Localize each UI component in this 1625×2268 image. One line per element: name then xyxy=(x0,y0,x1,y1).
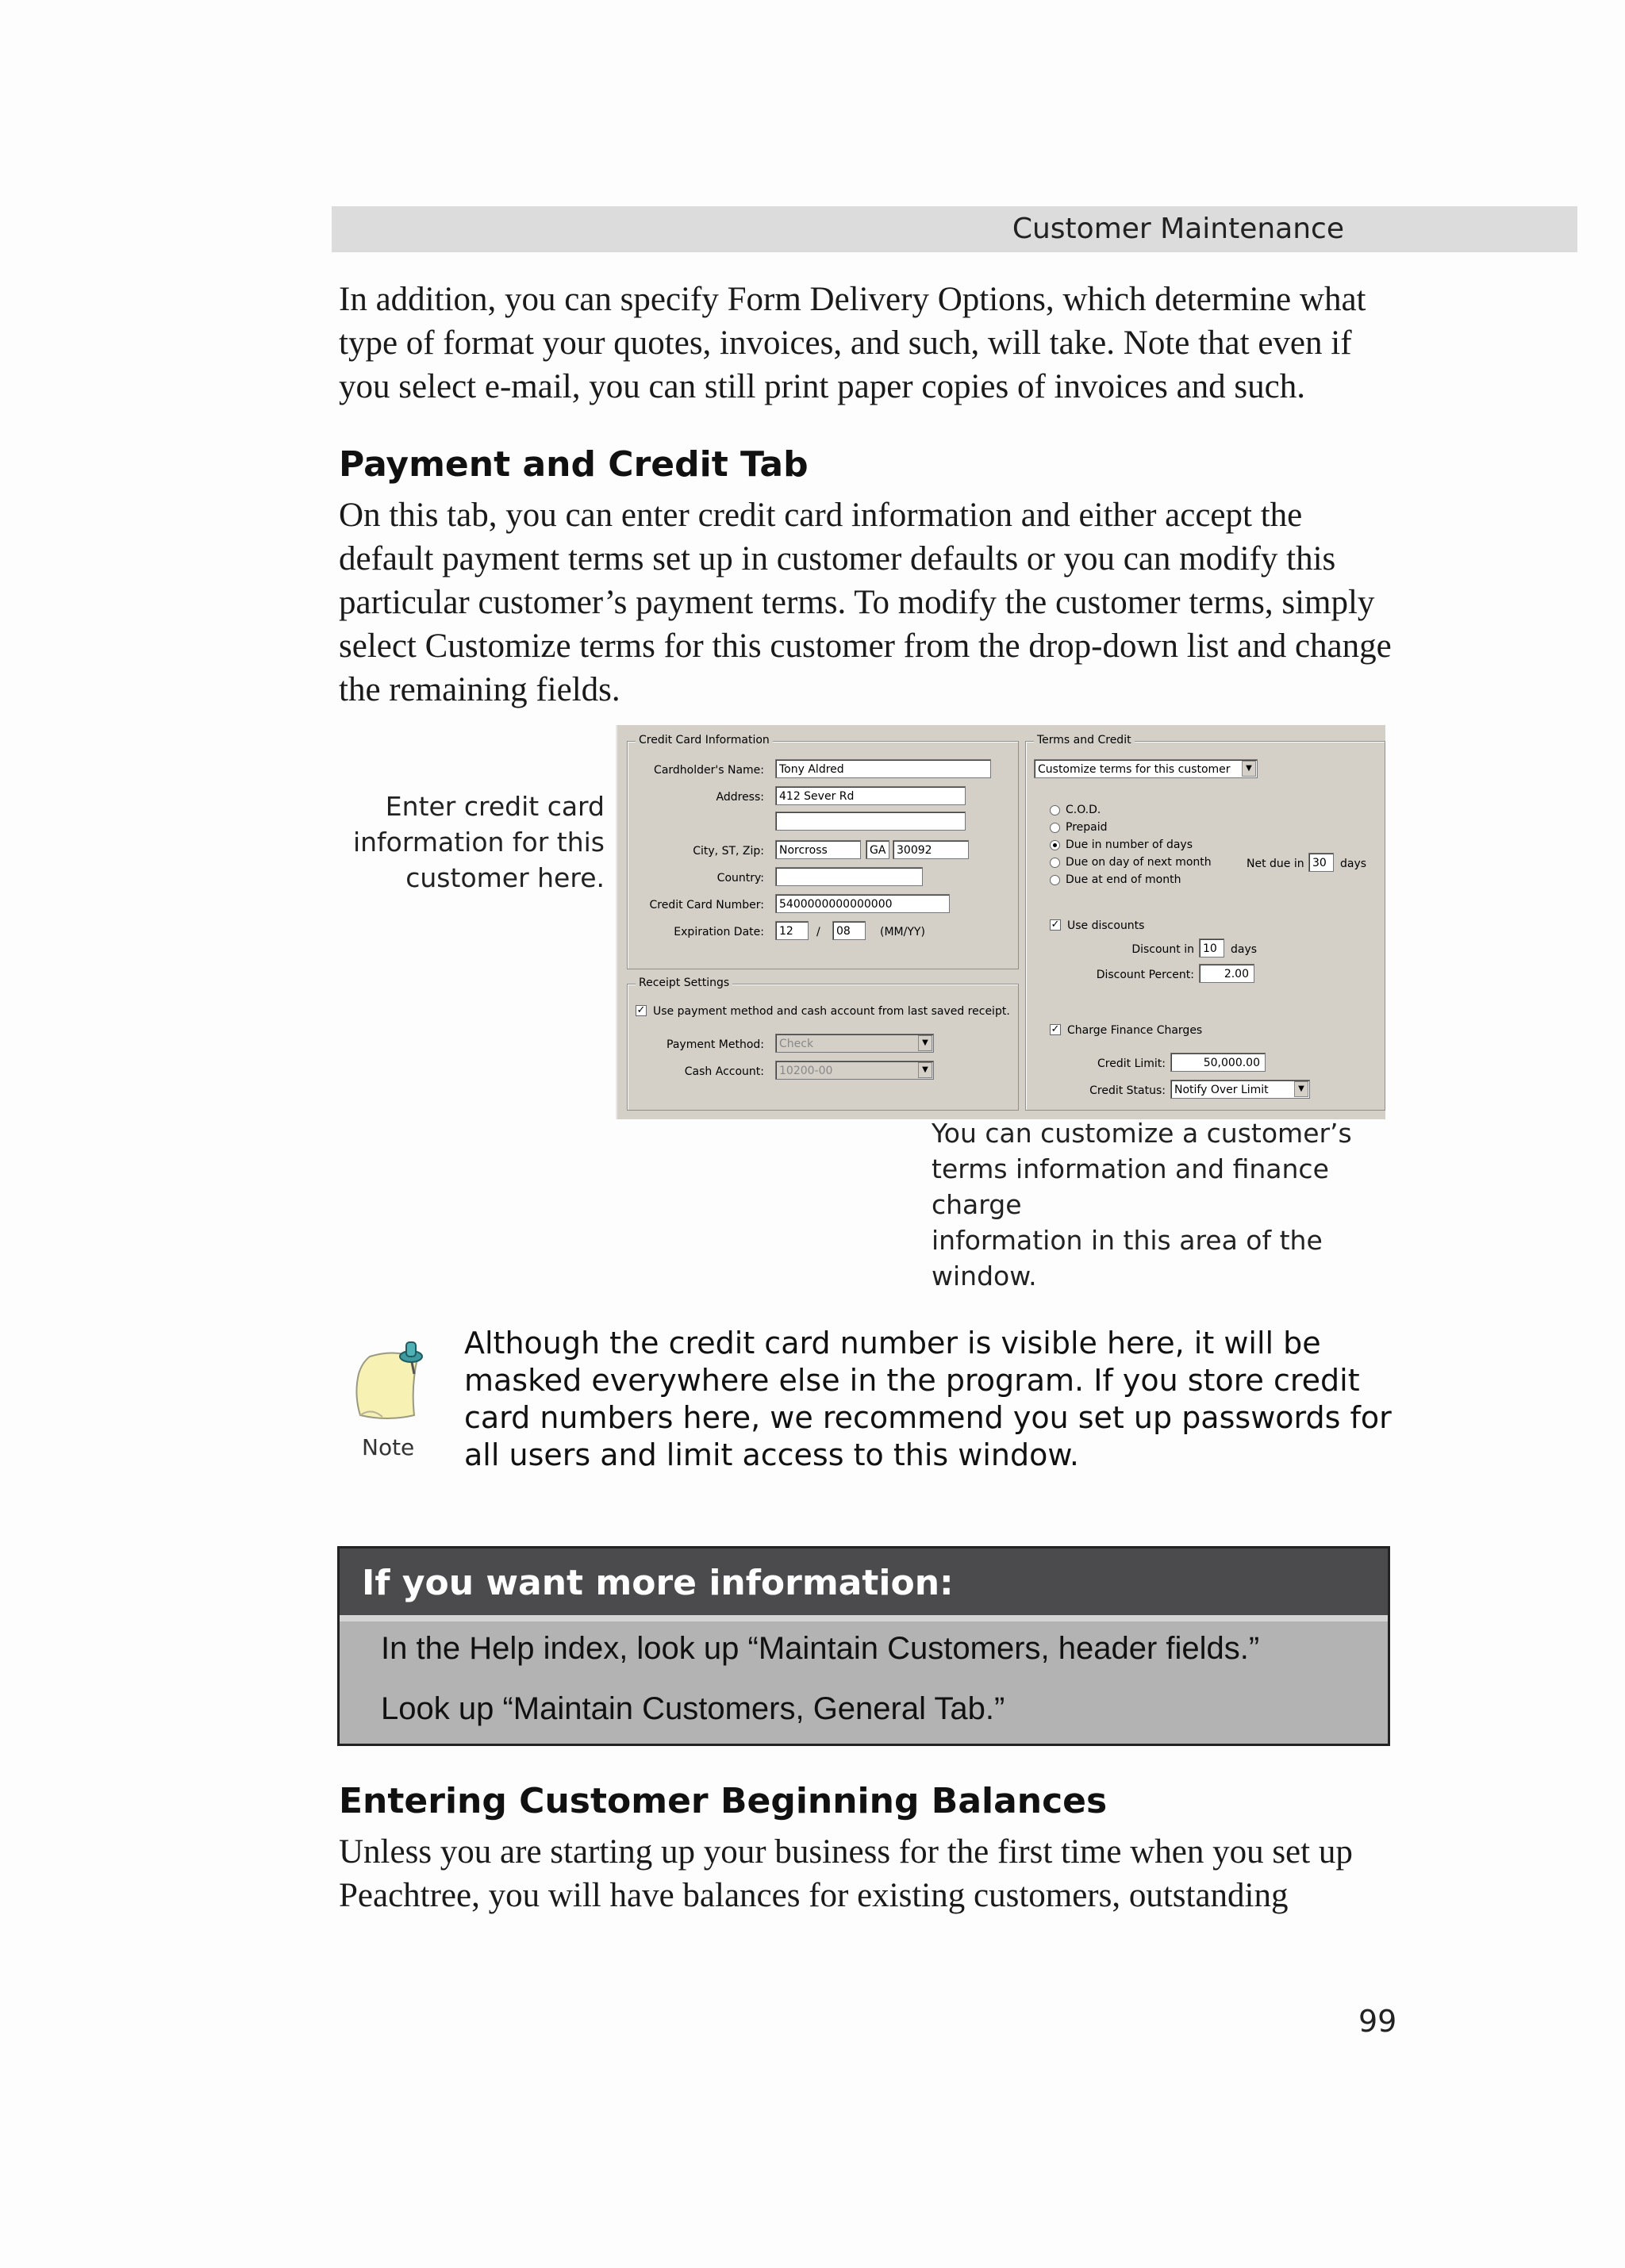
credit-status-label: Credit Status: xyxy=(1089,1084,1166,1097)
credit-card-group-title: Credit Card Information xyxy=(636,734,773,746)
chevron-down-icon: ▼ xyxy=(918,1062,932,1078)
net-due-label: Net due in xyxy=(1247,858,1304,870)
intro-paragraph: In addition, you can specify Form Delivery Options, which determine what type of format your quotes, invoices, and such, will take. Note that even if you select e-mail, you can still print paper copies of invoices and such. xyxy=(339,281,1366,405)
caption-line: information in this area of the xyxy=(932,1225,1323,1256)
credit-status-value: Notify Over Limit xyxy=(1174,1084,1269,1096)
chevron-down-icon: ▼ xyxy=(1242,761,1256,777)
section-body-payment-credit: On this tab, you can enter credit card information and either accept the default payment terms set up in customer defaults or you can modify this particular customer’s payment terms. To modify the customer terms, simply select Customize terms for this customer from the drop-down list and change the remaining fields. xyxy=(339,497,1392,708)
note-text: Although the credit card number is visible here, it will be masked everywhere else in the program. If you store credit card numbers here, we recommend you set up passwords for all users and limit access to this window. xyxy=(464,1326,1392,1472)
terms-select[interactable] xyxy=(1034,759,1258,778)
radio-due-days-label: Due in number of days xyxy=(1066,839,1193,851)
credit-limit-label: Credit Limit: xyxy=(1097,1057,1166,1070)
exp-year-field[interactable]: 08 xyxy=(832,921,866,940)
note-pushpin-icon xyxy=(348,1339,427,1426)
use-last-receipt-label: Use payment method and cash account from last saved receipt. xyxy=(653,1005,1010,1018)
expiration-label: Expiration Date: xyxy=(674,926,764,938)
address-label: Address: xyxy=(716,791,764,804)
city-state-zip-label: City, ST, Zip: xyxy=(693,845,764,858)
address-line1-field[interactable]: 412 Sever Rd xyxy=(775,786,966,805)
section-heading-beginning-balances: Entering Customer Beginning Balances xyxy=(339,1781,1108,1821)
radio-cod-label: C.O.D. xyxy=(1066,804,1101,816)
radio-due-next-month-label: Due on day of next month xyxy=(1066,856,1212,869)
radio-end-month[interactable] xyxy=(1050,875,1060,885)
country-label: Country: xyxy=(716,872,764,885)
exp-format-hint: (MM/YY) xyxy=(880,926,925,938)
terms-credit-group xyxy=(1025,734,1385,1111)
credit-limit-field[interactable]: 50,000.00 xyxy=(1170,1053,1266,1072)
net-due-days-label: days xyxy=(1340,858,1367,870)
payment-method-label: Payment Method: xyxy=(667,1038,764,1051)
chevron-down-icon: ▼ xyxy=(918,1035,932,1051)
section-heading-payment-credit: Payment and Credit Tab xyxy=(339,444,809,485)
discount-in-field[interactable]: 10 xyxy=(1199,938,1224,957)
caption-line: information for this xyxy=(352,827,605,858)
country-field[interactable] xyxy=(775,867,923,886)
use-last-receipt-checkbox[interactable]: ✓ xyxy=(636,1004,646,1016)
caption-line: You can customize a customer’s xyxy=(932,1118,1352,1149)
discount-days-label: days xyxy=(1231,943,1258,956)
use-discounts-checkbox[interactable]: ✓ xyxy=(1051,919,1060,931)
net-due-field[interactable]: 30 xyxy=(1308,853,1334,872)
caption-line: customer here. xyxy=(405,862,605,893)
radio-prepaid[interactable] xyxy=(1050,823,1060,833)
exp-separator: / xyxy=(816,926,820,938)
zip-field[interactable]: 30092 xyxy=(893,840,969,859)
city-field[interactable]: Norcross xyxy=(775,840,861,859)
caption-line: Enter credit card xyxy=(385,791,605,822)
payment-method-value: Check xyxy=(779,1038,814,1050)
radio-prepaid-label: Prepaid xyxy=(1066,821,1108,834)
radio-due-next-month[interactable] xyxy=(1050,858,1060,868)
credit-card-group xyxy=(627,734,1019,969)
more-info-item: Look up “Maintain Customers, General Tab.” xyxy=(381,1691,1005,1726)
cash-account-select[interactable] xyxy=(775,1061,934,1080)
page-number: 99 xyxy=(1358,2004,1397,2039)
discount-percent-field[interactable]: 2.00 xyxy=(1199,964,1254,983)
payment-credit-screenshot xyxy=(616,725,1385,1119)
cash-account-value: 10200-00 xyxy=(779,1065,833,1077)
terms-credit-title: Terms and Credit xyxy=(1034,734,1135,746)
card-number-field[interactable]: 5400000000000000 xyxy=(775,894,950,913)
running-header-title: Customer Maintenance xyxy=(1012,213,1344,245)
caption-credit-card xyxy=(317,789,605,896)
discount-percent-label: Discount Percent: xyxy=(1096,969,1194,981)
note-label: Note xyxy=(362,1434,415,1460)
more-info-item: In the Help index, look up “Maintain Customers, header fields.” xyxy=(381,1631,1260,1666)
section-body-beginning-balances: Unless you are starting up your business for the first time when you set up Peachtree, you will have balances for existing customers, outstanding xyxy=(339,1833,1353,1914)
state-field[interactable]: GA xyxy=(866,840,889,859)
more-info-box xyxy=(337,1546,1390,1746)
caption-line: terms information and finance charge xyxy=(932,1153,1329,1220)
more-info-title: If you want more information: xyxy=(362,1563,954,1603)
address-line2-field[interactable] xyxy=(775,812,966,831)
exp-month-field[interactable]: 12 xyxy=(775,921,809,940)
cash-account-label: Cash Account: xyxy=(684,1065,764,1078)
card-number-label: Credit Card Number: xyxy=(649,899,764,911)
radio-end-month-label: Due at end of month xyxy=(1066,873,1181,886)
running-header xyxy=(332,206,1577,252)
discount-in-label: Discount in xyxy=(1131,943,1194,956)
cardholder-label: Cardholder's Name: xyxy=(654,764,764,777)
credit-status-select[interactable] xyxy=(1170,1080,1310,1099)
more-info-header xyxy=(340,1548,1388,1621)
caption-terms-area xyxy=(932,1115,1408,1294)
use-discounts-label: Use discounts xyxy=(1067,919,1145,932)
radio-cod[interactable] xyxy=(1050,805,1060,815)
cardholder-name-field[interactable]: Tony Aldred xyxy=(775,759,991,778)
caption-line: window. xyxy=(932,1261,1037,1291)
payment-method-select[interactable] xyxy=(775,1034,934,1053)
terms-select-value: Customize terms for this customer xyxy=(1038,763,1231,776)
receipt-settings-group xyxy=(627,977,1019,1111)
receipt-settings-title: Receipt Settings xyxy=(636,977,732,989)
finance-charges-label: Charge Finance Charges xyxy=(1067,1024,1203,1037)
radio-due-days[interactable] xyxy=(1050,840,1060,850)
finance-charges-checkbox[interactable]: ✓ xyxy=(1051,1023,1060,1035)
chevron-down-icon: ▼ xyxy=(1294,1081,1308,1097)
